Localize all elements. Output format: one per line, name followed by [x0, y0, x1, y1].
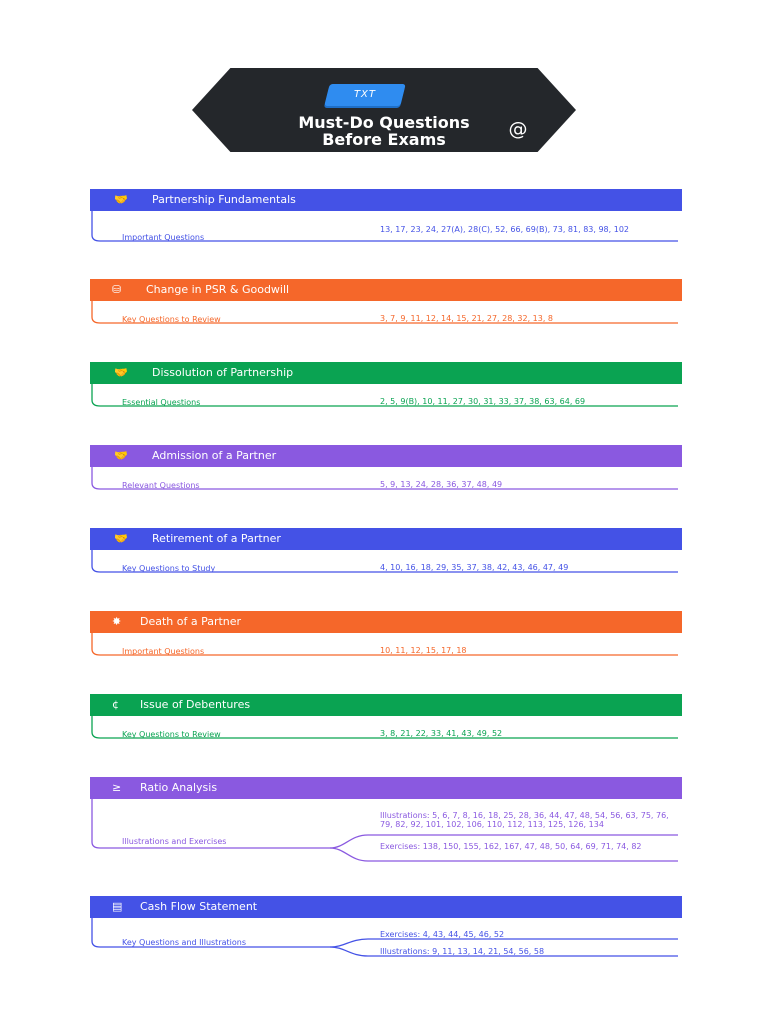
title-line-2: Before Exams [322, 130, 446, 149]
section-title: Change in PSR & Goodwill [146, 283, 290, 296]
question-category-label: Illustrations and Exercises [122, 837, 227, 846]
handshake-icon: 🤝 [114, 449, 128, 462]
connector-lines [0, 777, 768, 897]
question-category-label: Key Questions to Study [122, 564, 216, 573]
section-title: Ratio Analysis [140, 781, 218, 794]
question-numbers: Exercises: 138, 150, 155, 162, 167, 47, 48, 50, 64, 69, 71, 74, 82 [380, 842, 642, 851]
question-numbers: Illustrations: 9, 11, 13, 14, 21, 54, 56, 58 [380, 947, 545, 956]
question-numbers: 3, 8, 21, 22, 33, 41, 43, 49, 52 [380, 729, 503, 738]
section-title: Issue of Debentures [140, 698, 251, 711]
handshake-icon: 🤝 [114, 366, 128, 379]
handshake-icon: 🤝 [114, 532, 128, 545]
cent-icon: ¢ [112, 698, 119, 711]
section-title: Partnership Fundamentals [152, 193, 296, 206]
question-category-label: Important Questions [122, 233, 205, 242]
question-category-label: Relevant Questions [122, 481, 200, 490]
question-numbers: 5, 9, 13, 24, 28, 36, 37, 48, 49 [380, 480, 503, 489]
connector-branch [330, 939, 678, 947]
question-category-label: Key Questions and Illustrations [122, 938, 246, 947]
question-numbers: 10, 11, 12, 15, 17, 18 [380, 646, 467, 655]
section-title: Retirement of a Partner [152, 532, 281, 545]
question-category-label: Key Questions to Review [122, 730, 221, 739]
question-numbers: 2, 5, 9(B), 10, 11, 27, 30, 31, 33, 37, 38, 63, 64, 69 [380, 397, 586, 406]
question-numbers: Exercises: 4, 43, 44, 45, 46, 52 [380, 930, 505, 939]
section-title: Cash Flow Statement [140, 900, 258, 913]
connector-lines [0, 896, 768, 1016]
question-numbers: 4, 10, 16, 18, 29, 35, 37, 38, 42, 43, 46, 47, 49 [380, 563, 569, 572]
calculator-icon: ▤ [112, 900, 123, 913]
handshake-icon: 🤝 [114, 193, 128, 206]
question-category-label: Key Questions to Review [122, 315, 221, 324]
section-title: Admission of a Partner [152, 449, 277, 462]
txt-icon-label: TXT [353, 89, 377, 100]
question-numbers: 3, 7, 9, 11, 12, 14, 15, 21, 27, 28, 32, 13, 8 [380, 314, 554, 323]
question-numbers: Illustrations: 5, 6, 7, 8, 16, 18, 25, 28, 36, 44, 47, 48, 54, 56, 63, 75, 76, 79, 82, 92, 101, 102, 106, 110, 112, 113, 125, 126, 134 [380, 811, 669, 829]
section-title: Death of a Partner [140, 615, 242, 628]
question-category-label: Essential Questions [122, 398, 201, 407]
question-category-label: Important Questions [122, 647, 205, 656]
section-title: Dissolution of Partnership [152, 366, 294, 379]
starburst-icon: ✸ [112, 615, 122, 628]
greater-equal-icon: ≥ [112, 781, 122, 794]
coins-icon: ⛁ [112, 283, 122, 296]
at-sign-icon: @ [508, 118, 528, 140]
question-numbers: 13, 17, 23, 24, 27(A), 28(C), 52, 66, 69(B), 73, 81, 83, 98, 102 [380, 225, 629, 234]
title-line-1: Must-Do Questions [298, 113, 470, 132]
txt-file-icon [324, 84, 405, 106]
